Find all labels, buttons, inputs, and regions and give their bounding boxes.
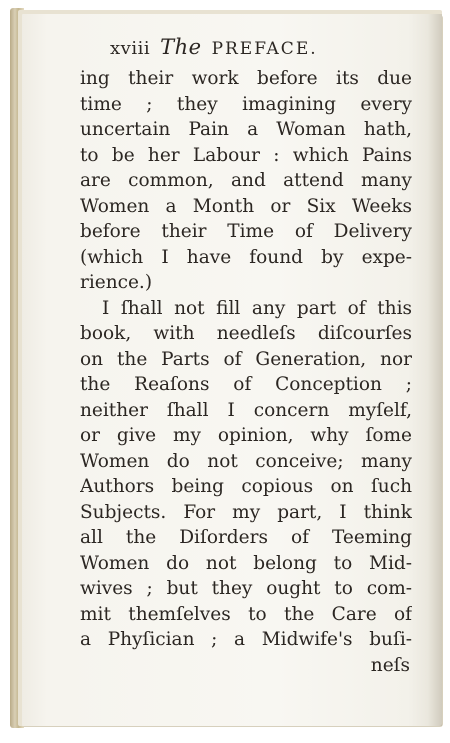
paragraph-first-line: I ſhall not fill any part of this <box>102 297 412 319</box>
text-line: before their Time of Delivery <box>80 221 412 242</box>
page-text-block <box>80 32 412 678</box>
running-head-title: PREFACE. <box>211 39 318 59</box>
text-line: Subjects. For my part, I think <box>80 501 412 523</box>
text-line: mit themſelves to the Care of <box>80 603 412 625</box>
text-line: to be her Labour : which Pains <box>80 144 412 166</box>
text-line: book, with needleſs diſcourſes <box>80 323 412 344</box>
text-line: on the Parts of Generation, nor <box>80 348 412 370</box>
text-line: or give my opinion, why ſome <box>80 425 412 446</box>
text-line: (which I have found by expe- <box>80 246 412 268</box>
running-head <box>80 32 412 64</box>
text-line: uncertain Pain a Woman hath, <box>80 119 412 140</box>
catchword: neſs <box>370 654 410 676</box>
text-line: a Phyſician ; a Midwife's buſi- <box>80 629 412 650</box>
text-line: wives ; but they ought to com- <box>80 578 412 599</box>
text-line: Women a Month or Six Weeks <box>80 195 412 217</box>
text-line: ing their work before its due <box>80 68 412 89</box>
text-line: neither ſhall I concern myſelf, <box>80 399 412 421</box>
text-line: Authors being copious on ſuch <box>80 476 412 497</box>
running-head-article: The <box>160 35 202 59</box>
text-line: Women do not conceive; many <box>80 450 412 472</box>
text-line: the Reaſons of Conception ; <box>80 374 412 395</box>
page-edge-shadow <box>428 14 442 726</box>
text-line: rience.) <box>80 272 153 293</box>
text-line: time ; they imagining every <box>80 93 412 115</box>
text-line: are common, and attend many <box>80 170 412 191</box>
page-number: xviii <box>110 38 151 59</box>
text-line: Women do not belong to Mid- <box>80 552 412 574</box>
text-line: all the Diſorders of Teeming <box>80 527 412 548</box>
